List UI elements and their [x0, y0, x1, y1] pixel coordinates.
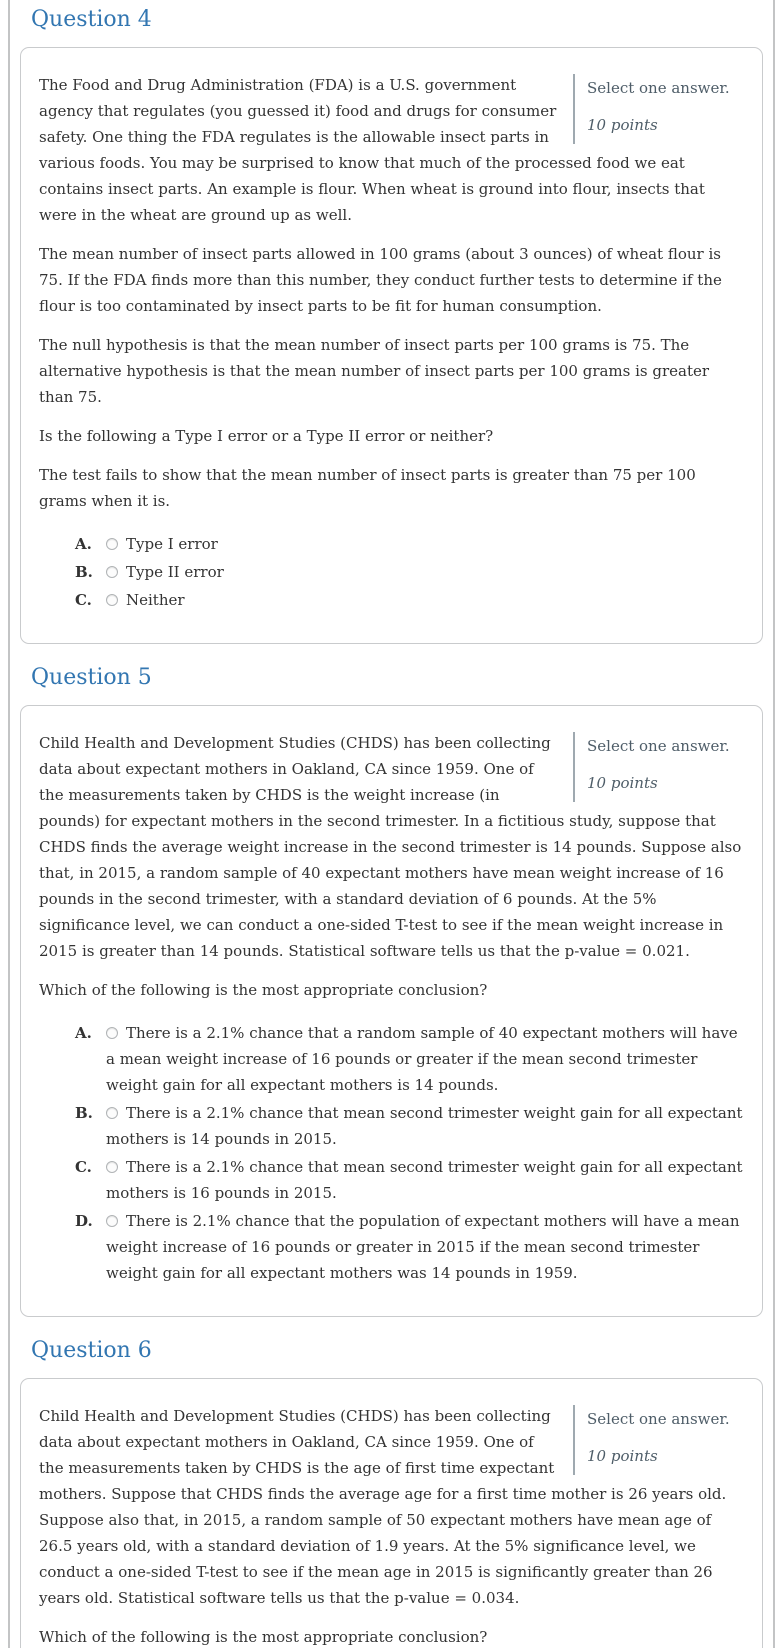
answer-option — [39, 1020, 745, 1098]
question-section-5 — [10, 663, 773, 1336]
question-paragraph: Child Health and Development Studies (CHDS) has been collecting data about expectant mothers in Oakland, CA since 1959. One of the measurements taken by CHDS is the age of first time expectant mothers. Suppose that CHDS finds the average age for a first time mother is 26 years old. Suppose also that, in 2015, a random sample of 50 expectant mothers have mean age of 26.5 years old, with a standard deviation of 1.9 years. At the 5% significance level, we conduct a one-sided T-test to see if the mean age in 2015 is significantly greater than 26 years old. Statistical software tells us that the p-value = 0.034. — [39, 1407, 727, 1607]
question-4-heading: Question 4 — [31, 7, 152, 32]
question-paragraph: Child Health and Development Studies (CHDS) has been collecting data about expectant mothers in Oakland, CA since 1959. One of the measurements taken by CHDS is the weight increase (in pounds) for expectant mothers in the second trimester. In a fictitious study, suppose that CHDS finds the average weight increase in the second trimester is 14 pounds. Suppose also that, in 2015, a random sample of 40 expectant mothers have mean weight increase of 16 pounds in the second trimester, with a standard deviation of 6 pounds. At the 5% significance level, we can conduct a one-sided T-test to see if the mean weight increase in 2015 is greater than 14 pounds. Statistical software tells us that the p-value = 0.021. — [39, 734, 742, 960]
option-letter: B. — [75, 1104, 93, 1122]
question-paragraph: The Food and Drug Administration (FDA) is a U.S. government agency that regulates (you guessed it) food and drugs for consumer safety. One thing the FDA regulates is the allowable insect parts in various foods. You may be surprised to know that much of the processed food we eat contains insect parts. An example is flour. When wheat is ground into flour, insects that were in the wheat are ground up as well. — [39, 76, 705, 224]
question-paragraph: Which of the following is the most appropriate conclusion? — [39, 981, 488, 999]
answer-options-list — [39, 531, 745, 613]
radio-button[interactable] — [106, 1107, 118, 1119]
question-5-meta — [573, 732, 745, 802]
option-letter: C. — [75, 591, 92, 609]
option-text[interactable]: Neither — [126, 591, 185, 609]
question-4-card — [20, 47, 763, 644]
select-one-answer-label: Select one answer. — [587, 79, 730, 97]
option-text[interactable]: Type I error — [126, 535, 218, 553]
radio-button[interactable] — [106, 1161, 118, 1173]
select-one-answer-label: Select one answer. — [587, 737, 730, 755]
option-text[interactable]: There is 2.1% chance that the population of expectant mothers will have a mean weight increase of 16 pounds or greater in 2015 if the mean second trimester weight gain for all expectant mothers was 14 pounds in 1959. — [106, 1212, 740, 1282]
points-label: 10 points — [587, 1447, 658, 1465]
radio-button[interactable] — [106, 566, 118, 578]
option-text[interactable]: There is a 2.1% chance that mean second trimester weight gain for all expectant mothers is 16 pounds in 2015. — [106, 1158, 743, 1202]
option-text[interactable]: Type II error — [126, 563, 224, 581]
radio-button[interactable] — [106, 1215, 118, 1227]
option-letter: D. — [75, 1212, 93, 1230]
question-paragraph: The test fails to show that the mean number of insect parts is greater than 75 per 100 grams when it is. — [39, 466, 696, 510]
radio-button[interactable] — [106, 1027, 118, 1039]
points-label: 10 points — [587, 116, 658, 134]
answer-option — [39, 1208, 745, 1286]
question-5-card — [20, 705, 763, 1317]
question-paragraph: The mean number of insect parts allowed in 100 grams (about 3 ounces) of wheat flour is 75. If the FDA finds more than this number, they conduct further tests to determine if the flour is too contaminated by insect parts to be fit for human consumption. — [39, 245, 722, 315]
question-section-6 — [10, 1336, 773, 1648]
points-label: 10 points — [587, 774, 658, 792]
option-letter: A. — [75, 1024, 92, 1042]
answer-option — [39, 1100, 745, 1152]
radio-button[interactable] — [106, 594, 118, 606]
question-6-card — [20, 1378, 763, 1648]
option-text[interactable]: There is a 2.1% chance that a random sample of 40 expectant mothers will have a mean weight increase of 16 pounds or greater if the mean second trimester weight gain for all expectant mothers is 14 pounds. — [106, 1024, 738, 1094]
select-one-answer-label: Select one answer. — [587, 1410, 730, 1428]
quiz-page — [8, 0, 775, 1648]
question-5-heading: Question 5 — [31, 665, 152, 690]
question-paragraph: Which of the following is the most appropriate conclusion? — [39, 1628, 488, 1646]
answer-option — [39, 1154, 745, 1206]
answer-options-list — [39, 1020, 745, 1286]
question-paragraph: The null hypothesis is that the mean number of insect parts per 100 grams is 75. The alternative hypothesis is that the mean number of insect parts per 100 grams is greater than 75. — [39, 336, 710, 406]
option-letter: B. — [75, 563, 93, 581]
option-letter: A. — [75, 535, 92, 553]
question-6-meta — [573, 1405, 745, 1475]
question-6-heading: Question 6 — [31, 1338, 152, 1363]
question-section-4 — [10, 5, 773, 663]
answer-option — [39, 531, 745, 557]
question-paragraph: Is the following a Type I error or a Type II error or neither? — [39, 427, 494, 445]
option-letter: C. — [75, 1158, 92, 1176]
radio-button[interactable] — [106, 538, 118, 550]
answer-option — [39, 559, 745, 585]
question-4-meta — [573, 74, 745, 144]
answer-option — [39, 587, 745, 613]
option-text[interactable]: There is a 2.1% chance that mean second trimester weight gain for all expectant mothers is 14 pounds in 2015. — [106, 1104, 743, 1148]
